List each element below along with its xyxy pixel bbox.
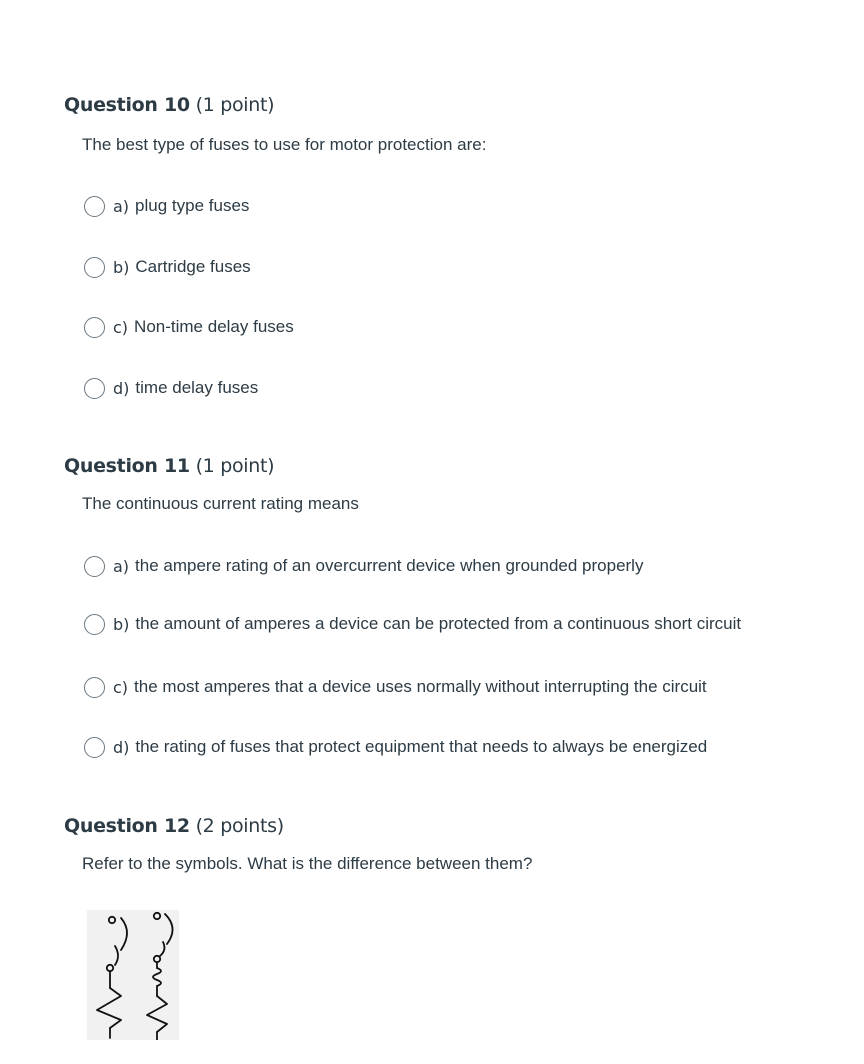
answer-letter: b) (113, 614, 130, 634)
question-title: Question 11 (64, 455, 190, 477)
answer-option-a[interactable] (84, 193, 249, 219)
answer-letter: a) (113, 196, 130, 216)
radio-button[interactable] (84, 257, 105, 278)
coil-element (153, 968, 161, 986)
thermal-element (97, 988, 121, 1028)
answer-option-d[interactable] (84, 734, 707, 760)
thermal-element (147, 996, 167, 1032)
question-points: (1 point) (195, 94, 275, 116)
answer-option-c[interactable] (84, 314, 294, 340)
contact-terminal (109, 917, 115, 923)
radio-button[interactable] (84, 614, 105, 635)
question-text: Refer to the symbols. What is the difference between them? (82, 854, 533, 873)
question-points: (1 point) (195, 455, 275, 477)
question-points: (2 points) (195, 815, 284, 837)
question-header (64, 94, 274, 116)
answer-letter: c) (113, 677, 129, 697)
question-header (64, 815, 284, 837)
breaker-arc (121, 918, 127, 950)
answer-option-a[interactable] (84, 553, 643, 579)
answer-text: the most amperes that a device uses normally without interrupting the circuit (134, 677, 707, 696)
answer-option-b[interactable] (84, 611, 741, 637)
answer-letter: b) (113, 257, 130, 277)
answer-text: Cartridge fuses (135, 257, 251, 276)
question-text: The continuous current rating means (82, 494, 359, 513)
breaker-arc (165, 914, 173, 944)
answer-text: the rating of fuses that protect equipment that needs to always be energized (135, 737, 708, 756)
radio-button[interactable] (84, 556, 105, 577)
answer-text: the amount of amperes a device can be protected from a continuous short circuit (135, 614, 742, 633)
contact-arm (115, 946, 118, 965)
radio-button[interactable] (84, 737, 105, 758)
radio-button[interactable] (84, 196, 105, 217)
question-title: Question 10 (64, 94, 190, 116)
answer-text: time delay fuses (135, 378, 259, 397)
radio-button[interactable] (84, 677, 105, 698)
answer-letter: c) (113, 317, 129, 337)
question-text: The best type of fuses to use for motor protection are: (82, 135, 487, 154)
answer-letter: d) (113, 737, 130, 757)
contact-terminal (154, 913, 160, 919)
answer-letter: d) (113, 378, 130, 398)
question-title: Question 12 (64, 815, 190, 837)
answer-text: Non-time delay fuses (134, 317, 294, 336)
circuit-breaker-symbols-image (87, 910, 179, 1040)
radio-button[interactable] (84, 317, 105, 338)
answer-option-c[interactable] (84, 674, 707, 700)
radio-button[interactable] (84, 378, 105, 399)
answer-option-b[interactable] (84, 254, 251, 280)
contact-arm (160, 942, 164, 956)
answer-letter: a) (113, 556, 130, 576)
question-header (64, 455, 274, 477)
answer-option-d[interactable] (84, 375, 258, 401)
answer-text: plug type fuses (135, 196, 250, 215)
answer-text: the ampere rating of an overcurrent device when grounded properly (135, 556, 644, 575)
